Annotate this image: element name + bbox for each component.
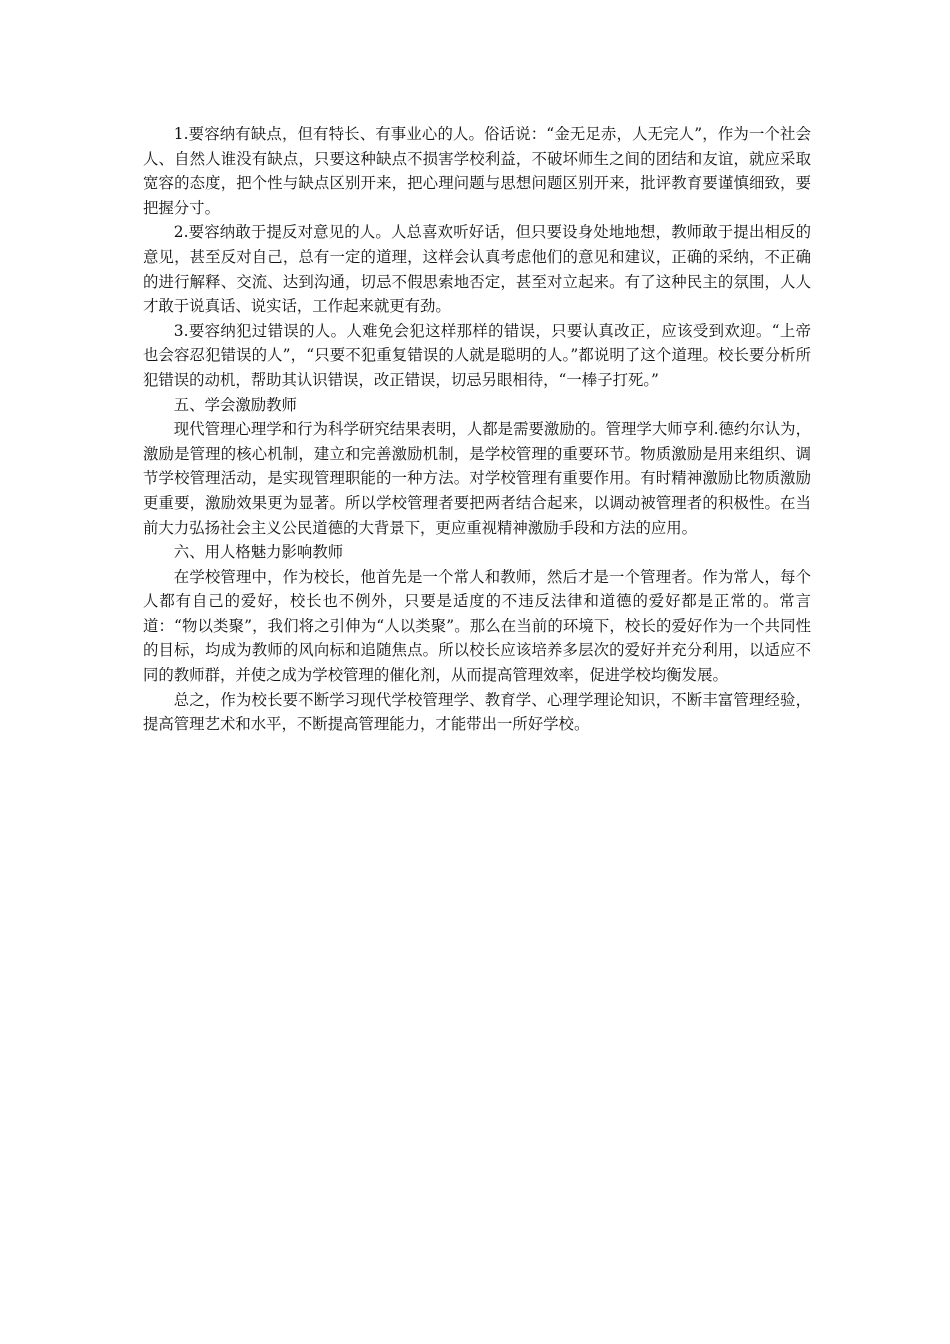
- paragraph-tolerate-shortcomings: 1.要容纳有缺点，但有特长、有事业心的人。俗话说：“金无足赤，人无完人”，作为一个社会人、自然人谁没有缺点，只要这种缺点不损害学校利益，不破坏师生之间的团结和友谊，就应采取宽容的态度，把个性与缺点区别开来，把心理问题与思想问题区别开来，批评教育要谨慎细致，要把握分寸。: [143, 125, 811, 217]
- paragraph-conclusion: 总之，作为校长要不断学习现代学校管理学、教育学、心理学理论知识，不断丰富管理经验，提高管理艺术和水平，不断提高管理能力，才能带出一所好学校。: [143, 690, 811, 734]
- document-body: [143, 122, 811, 737]
- section-heading-motivate-teachers: 五、学会激励教师: [173, 395, 297, 414]
- section-heading-personal-charisma: 六、用人格魅力影响教师: [173, 543, 344, 562]
- paragraph-motivation: 现代管理心理学和行为科学研究结果表明，人都是需要激励的。管理学大师亨利.德约尔认为，激励是管理的核心机制，建立和完善激励机制，是学校管理的重要环节。物质激励是用来组织、调节学校管理活动，是实现管理职能的一种方法。对学校管理有重要作用。有时精神激励比物质激励更重要，激励效果更为显著。所以学校管理者要把两者结合起来，以调动被管理者的积极性。在当前大力弘扬社会主义公民道德的大背景下，更应重视精神激励手段和方法的应用。: [143, 420, 811, 537]
- paragraph-tolerate-dissent: 2.要容纳敢于提反对意见的人。人总喜欢听好话，但只要设身处地地想，教师敢于提出相反的意见，甚至反对自己，总有一定的道理，这样会认真考虑他们的意见和建议，正确的采纳，不正确的进行解释、交流、达到沟通，切忌不假思索地否定，甚至对立起来。有了这种民主的氛围，人人才敢于说真话、说实话，工作起来就更有劲。: [143, 223, 811, 316]
- paragraph-charisma: 在学校管理中，作为校长，他首先是一个常人和教师，然后才是一个管理者。作为常人，每个人都有自己的爱好，校长也不例外，只要是适度的不违反法律和道德的爱好都是正常的。常言道：“物以类聚”，我们将之引伸为“人以类聚”。那么在当前的环境下，校长的爱好作为一个共同性的目标，均成为教师的风向标和追随焦点。所以校长应该培养多层次的爱好并充分利用，以适应不同的教师群，并使之成为学校管理的催化剂，从而提高管理效率，促进学校均衡发展。: [143, 567, 811, 685]
- paragraph-tolerate-mistakes: 3.要容纳犯过错误的人。人难免会犯这样那样的错误，只要认真改正，应该受到欢迎。“上帝也会容忍犯错误的人”，“只要不犯重复错误的人就是聪明的人。”都说明了这个道理。校长要分析所犯错误的动机，帮助其认识错误，改正错误，切忌另眼相待，“一棒子打死。”: [143, 321, 811, 389]
